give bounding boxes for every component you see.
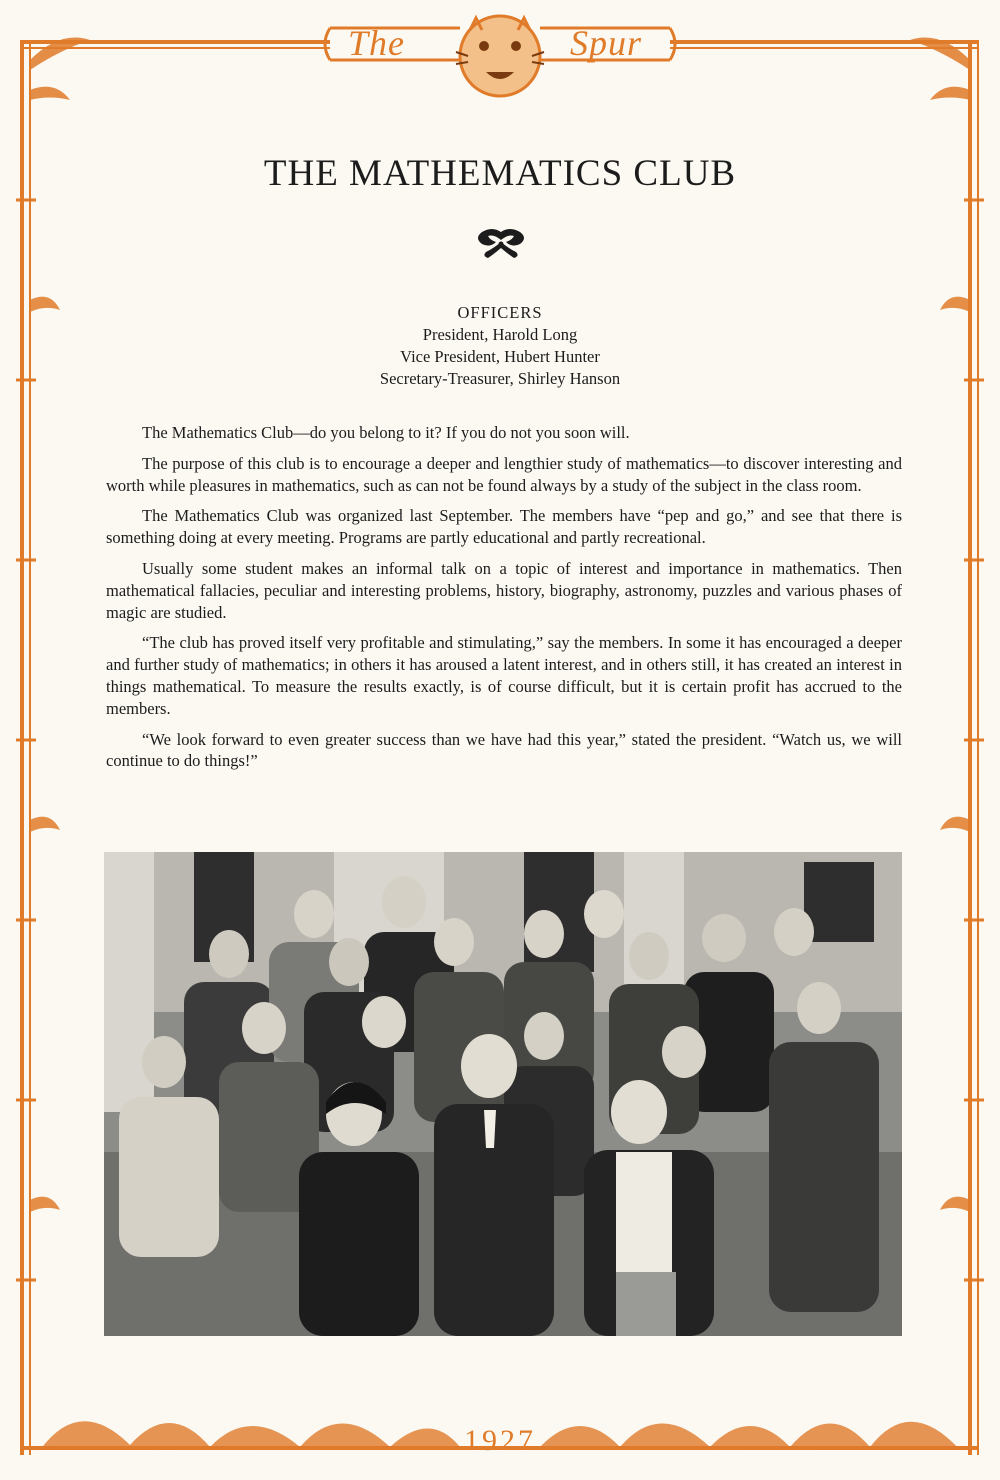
- body-paragraph: The Mathematics Club was organized last September. The members have “pep and go,” and see that there is something doing at every meeting. Programs are partly educational and partly recreational.: [106, 506, 902, 548]
- body-paragraph: The purpose of this club is to encourage a deeper and lengthier study of mathematics—to discover interesting and worth while pleasures in mathematics, such as can not be found always by a study of the subject in the class room.: [106, 453, 902, 495]
- officers-heading: OFFICERS: [457, 303, 543, 322]
- officer-secretary-treasurer: Secretary-Treasurer, Shirley Hanson: [379, 369, 621, 388]
- header-word-spur: Spur: [570, 23, 643, 63]
- yearbook-year: 1927: [464, 1424, 536, 1457]
- officer-vice-president: Vice President, Hubert Hunter: [400, 347, 600, 366]
- article-body: [106, 422, 902, 781]
- header-word-the: The: [348, 23, 405, 63]
- page-title: THE MATHEMATICS CLUB: [263, 153, 737, 194]
- officer-president: President, Harold Long: [422, 325, 578, 344]
- body-paragraph: “The club has proved itself very profitable and stimulating,” say the members. In some it has encouraged a deeper and further study of mathematics; in others it has aroused a latent interest, and in others still, it has created an interest in things mathematical. To measure the results exactly, is of course difficult, but it is certain profit has accrued to the members.: [106, 633, 902, 718]
- tiger-head-icon: [456, 16, 544, 96]
- body-paragraph: Usually some student makes an informal talk on a topic of interest and importance in mathematics. Then mathematical fallacies, peculiar and interesting problems, history, biography, astronomy, puzzles and various phases of magic are studied.: [106, 558, 902, 622]
- body-paragraph: “We look forward to even greater success than we have had this year,” stated the president. “Watch us, we will continue to do things!”: [106, 729, 902, 771]
- club-group-photo: [104, 852, 902, 1336]
- body-paragraph: The Mathematics Club—do you belong to it? If you do not you soon will.: [142, 423, 630, 442]
- officers-block: [0, 302, 1000, 390]
- fleuron-ornament-icon: [470, 226, 532, 260]
